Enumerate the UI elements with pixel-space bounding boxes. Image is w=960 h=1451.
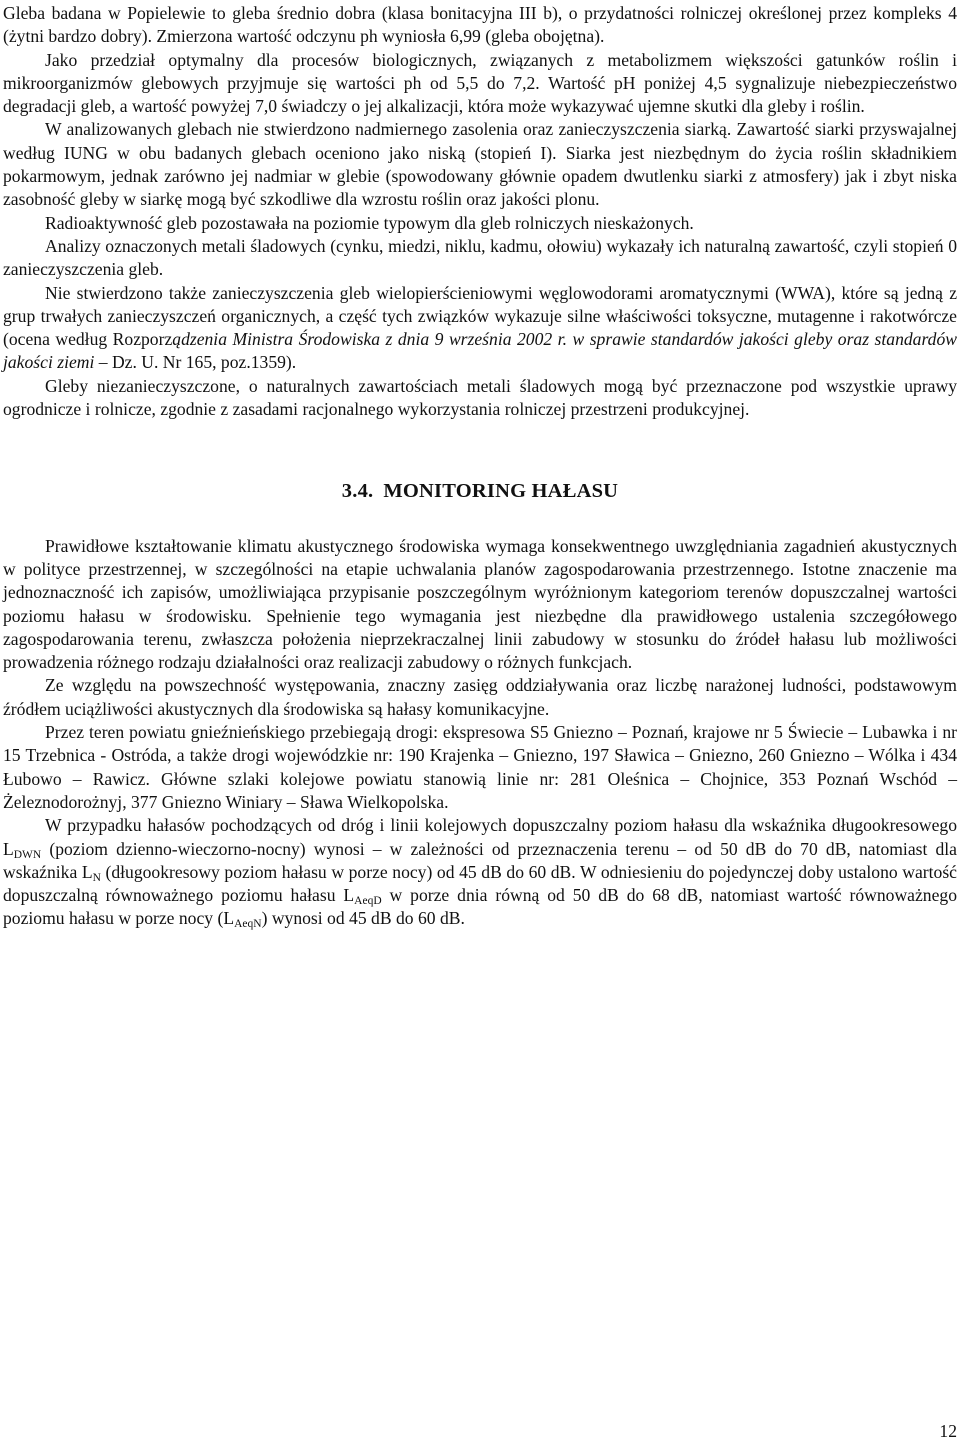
subscript-n: N — [92, 871, 101, 884]
wwa-text-end: – Dz. U. Nr 165, poz.1359). — [94, 352, 297, 373]
limits-text-c: (długookresowy poziom hałasu w porze nocy) od 45 dB do 60 dB. W odniesieniu do pojedynczej doby ustalono wartość dopuszczalną równoważnego poziomu hałasu L — [3, 861, 957, 906]
limits-text-d: w porze dnia równą od 50 dB do 68 dB, natomiast wartość równoważnego poziomu hałasu w porze nocy (L — [3, 885, 957, 929]
document-page — [3, 0, 957, 931]
paragraph-soil-class: Gleba badana w Popielewie to gleba średnio dobra (klasa bonitacyjna III b), o przydatności rolniczej określonej przez kompleks 4 (żytni bardzo dobry). Zmierzona wartość odczynu ph wyniosła 6,99 (gleba obojętna). — [3, 3, 957, 47]
paragraph-acoustic-climate: Prawidłowe kształtowanie klimatu akustycznego środowiska wymaga konsekwentnego uwzględniania zagadnień akustycznych w polityce przestrzennej, w szczególności na etapie uchwalania planów zagospodarowania przestrzennego. Istotne znaczenie ma jednoznaczność ich zapisów, umożliwiająca przypisanie poszczególnym wyróżnionym kategoriom terenów dopuszczalnej wartości poziomu hałasu w środowisku. Spełnienie tego wymagania jest niezbędne dla prawidłowego ustalenia szczegółowego zagospodarowania terenu, zwłaszcza położenia nieprzekraczalnej linii zabudowy w stosunku do źródeł hałasu lub możliwości prowadzenia różnego rodzaju działalności oraz realizacji zabudowy o różnych funkcjach. — [3, 535, 957, 673]
wwa-text-start: Nie stwierdzono także zanieczyszczenia gleb wielopierścieniowymi węglowodorami aromatycznymi (WWA), które są jedną z grup trwałych zanieczyszczeń organicznych, a część tych związków wykazuje silne właściwości toksyczne, mutagenne i rakotwórcze (ocena według Rozporz — [3, 282, 957, 350]
regulation-citation: ądzenia Ministra Środowiska z dnia 9 września 2002 r. w sprawie standardów jakości gleby oraz standardów jakości ziemi — [3, 329, 957, 373]
limits-text-e: ) wynosi od 45 dB do 60 dB. — [261, 908, 465, 929]
subscript-dwn: DWN — [13, 848, 42, 861]
page-number: 12 — [939, 1421, 957, 1441]
paragraph-noise-limits — [3, 814, 957, 930]
section-number: 3.4. — [341, 480, 374, 503]
subscript-aeqd: AeqD — [354, 895, 382, 908]
paragraph-traffic-noise: Ze względu na powszechność występowania, znaczny zasięg oddziaływania oraz liczbę narażonej ludności, podstawowym źródłem uciążliwości akustycznych dla środowiska są hałasy komunikacyjne. — [3, 675, 957, 719]
section-heading — [3, 480, 957, 503]
paragraph-radioactivity: Radioaktywność gleb pozostawała na poziomie typowym dla gleb rolniczych nieskażonych. — [45, 212, 694, 233]
subscript-aeqn: AeqN — [234, 918, 262, 931]
limits-text-b: (poziom dzienno-wieczorno-nocny) wynosi – w zależności od przeznaczenia terenu – od 50 dB do 70 dB, natomiast dla wskaźnika L — [3, 838, 957, 882]
section-title: MONITORING HAŁASU — [383, 480, 619, 503]
limits-text-a: W przypadku hałasów pochodzących od dróg i linii kolejowych dopuszczalny poziom hałasu dla wskaźnika długookresowego L — [3, 815, 957, 859]
paragraph-uncontaminated-soils: Gleby niezanieczyszczone, o naturalnych zawartościach metali śladowych mogą być przeznaczone pod wszystkie uprawy ogrodnicze i rolnicze, zgodnie z zasadami racjonalnego wykorzystania rolniczej przestrzeni produkcyjnej. — [3, 375, 957, 420]
paragraph-trace-metals: Analizy oznaczonych metali śladowych (cynku, miedzi, niklu, kadmu, ołowiu) wykazały ich naturalną zawartość, czyli stopień 0 zanieczyszczenia gleb. — [3, 235, 957, 280]
paragraph-ph-range: Jako przedział optymalny dla procesów biologicznych, związanych z metabolizmem większości gatunków roślin i mikroorganizmów glebowych przyjmuje się wartości ph od 5,5 do 7,2. Wartość pH poniżej 4,5 sygnalizuje niebezpieczeństwo degradacji gleb, a wartość powyżej 7,0 świadczy o jej alkalizacji, która może wykazywać ujemne skutki dla gleby i roślin. — [3, 49, 957, 117]
paragraph-sulfur: W analizowanych glebach nie stwierdzono nadmiernego zasolenia oraz zanieczyszczenia siarką. Zawartość siarki przyswajalnej według IUNG w obu badanych glebach oceniono jako niską (stopień I). Siarka jest niezbędnym do życia roślin składnikiem pokarmowym, jednak zarówno jej nadmiar w glebie (spowodowany głównie opadem dwutlenku siarki z atmosfery) jak i zbyt niska zasobność gleby w siarkę mogą być szkodliwe dla wzrostu roślin oraz jakości plonu. — [3, 119, 957, 210]
noise-section — [3, 535, 957, 931]
paragraph-roads-railways: Przez teren powiatu gnieźnieńskiego przebiegają drogi: ekspresowa S5 Gniezno – Poznań, krajowe nr 5 Świecie – Lubawka i nr 15 Trzebnica - Ostróda, a także drogi wojewódzkie nr: 190 Krajenka – Gniezno, 197 Sławica – Gniezno, 260 Gniezno – Wólka i 434 Łubowo – Rawicz. Główne szlaki kolejowe powiatu stanowią linie nr: 281 Oleśnica – Chojnice, 353 Poznań Wschód – Żeleznodorożnyj, 377 Gniezno Winiary – Sława Wielkopolska. — [3, 722, 957, 812]
paragraph-wwa — [3, 282, 957, 375]
soil-section — [3, 0, 957, 421]
